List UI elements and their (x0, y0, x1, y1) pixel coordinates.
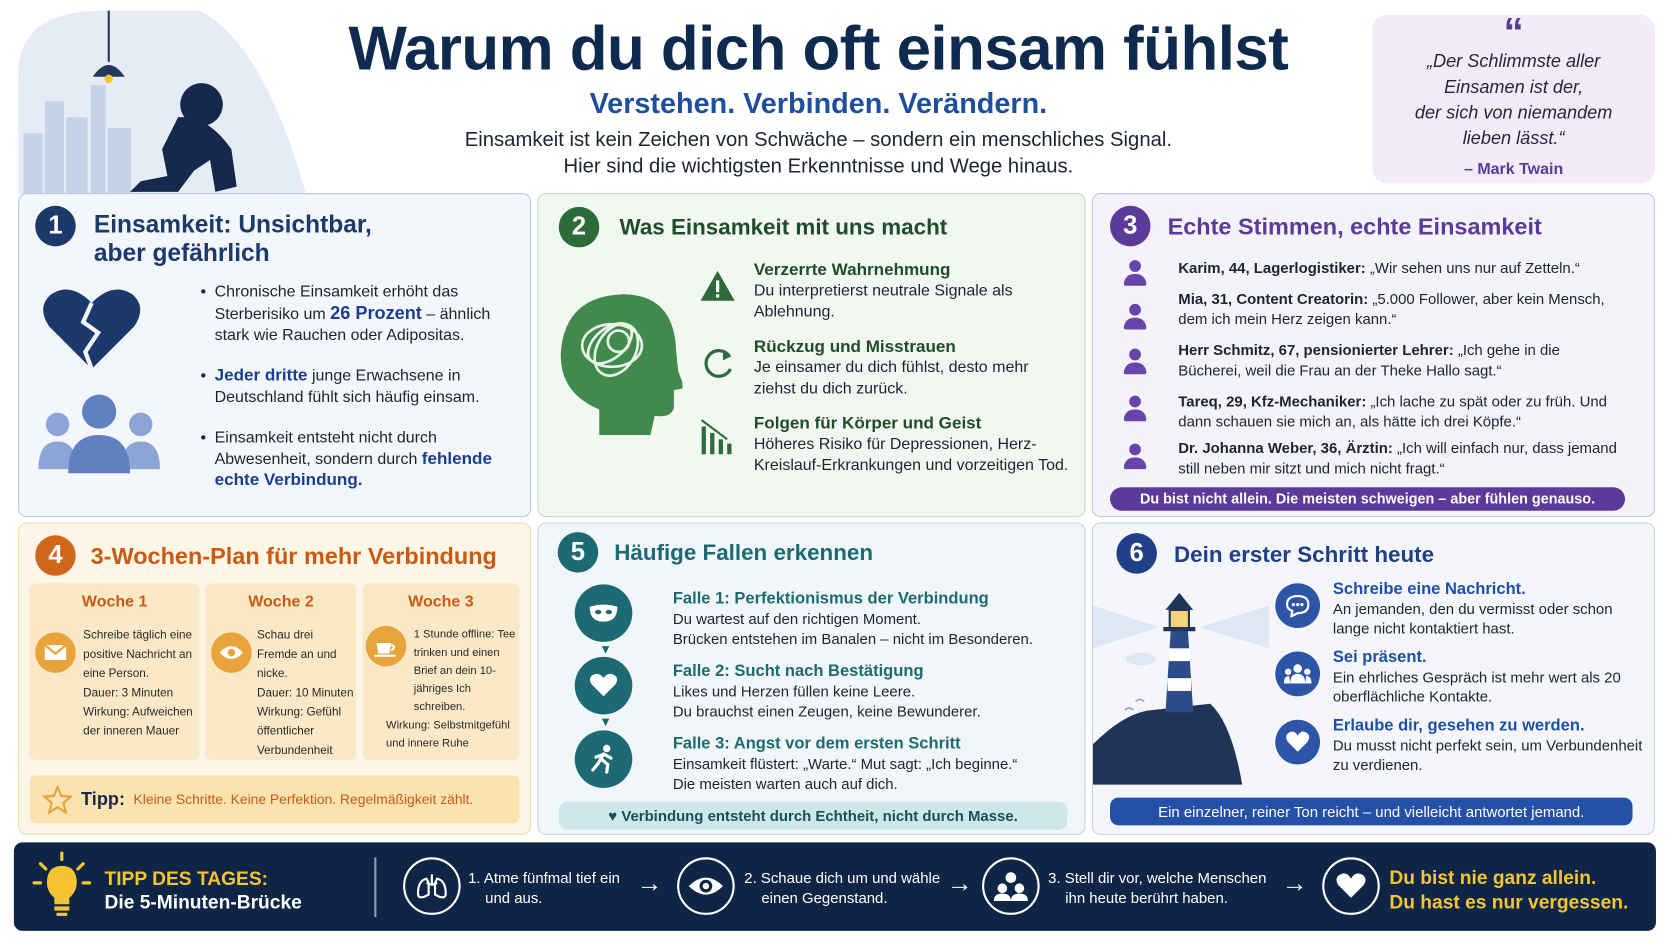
effect-item (754, 338, 1069, 415)
bullet-text: Chronische Einsamkeit erhöht das Sterberisiko um (214, 282, 459, 324)
bullet-text: junge Erwachsene in Deutschland fühlt sich häufig einsam. (214, 366, 480, 407)
quote-box (1372, 10, 1655, 183)
quote-line: lieben lässt.“ (1462, 127, 1565, 149)
lungs-icon (403, 857, 461, 915)
voice-name: Karim, 44, Lagerlogistiker: (1178, 259, 1366, 277)
envelope-icon (35, 632, 76, 673)
heart-icon: ♥ (608, 807, 622, 825)
step-item (1333, 717, 1648, 775)
week-card-1 (30, 583, 200, 760)
panel-title (94, 210, 372, 268)
intro-line: Hier sind die wichtigsten Erkenntnisse und Wege hinaus. (563, 155, 1074, 179)
community-icon (1275, 652, 1320, 697)
heart-icon (1275, 720, 1320, 765)
bullet-dot: • (200, 428, 207, 447)
bullet-dot: • (200, 366, 207, 385)
arrow-down-icon: ▼ (599, 714, 612, 730)
page-subtitle: Verstehen. Verbinden. Verändern. (589, 87, 1048, 120)
week-effect: Wirkung: Gefühl öffentlicher Verbundenheit (256, 705, 342, 758)
closing-line: Du bist nie ganz allein. (1389, 866, 1597, 889)
panel-title: 3-Wochen-Plan für mehr Verbindung (90, 542, 497, 570)
step-line: ihn heute berührt haben. (1065, 889, 1228, 907)
tip-closing (1389, 866, 1628, 915)
trap-line: Brücken entstehen im Banalen – nicht im Besonderen. (672, 630, 1033, 648)
tip-label: TIPP DES TAGES: (104, 867, 269, 890)
effect-title: Verzerrte Wahrnehmung (753, 261, 951, 280)
effect-item (754, 415, 1069, 477)
star-icon (43, 784, 73, 814)
person-icon (1123, 304, 1146, 332)
bullet-dot: • (200, 282, 207, 301)
intro-text (277, 127, 1359, 180)
week-duration: Dauer: 3 Minuten (83, 686, 174, 700)
step-item (1333, 580, 1648, 648)
chat-bubble-icon (1275, 583, 1320, 628)
page-title: Warum du dich oft einsam fühlst (348, 13, 1289, 84)
voice-quote: „Ich will einfach nur, dass jemand still neben mir sitzt und mich nicht fragt.“ (1178, 439, 1617, 477)
tip-step-3 (1048, 868, 1266, 909)
intro-line: Einsamkeit ist kein Zeichen von Schwäche – sondern ein menschliches Signal. (464, 129, 1172, 152)
tangled-head-icon (557, 290, 683, 437)
lonely-person-illustration (18, 11, 306, 194)
panel-number: 6 (1116, 533, 1157, 574)
quote-line: „Der Schlimmste aller (1426, 51, 1601, 72)
quote-author: – Mark Twain (1463, 159, 1564, 179)
trap-title: Falle 1: Perfektionismus der Verbindung (672, 589, 989, 608)
mask-icon (575, 584, 633, 642)
panel-number: 4 (35, 535, 76, 576)
person-icon (1123, 349, 1146, 377)
people-group-icon (38, 392, 160, 473)
effect-text: Je einsamer du dich fühlst, desto mehr ziehst du dich zurück. (753, 358, 1029, 398)
step-text: Ein ehrliches Gespräch ist mehr wert als 20 oberflächliche Kontakte. (1332, 668, 1621, 705)
banner-text: Verbindung entsteht durch Echtheit, nicht durch Masse. (621, 807, 1018, 825)
week-title: Woche 2 (248, 592, 314, 611)
divider (374, 857, 376, 917)
trap-item (673, 589, 1078, 662)
first-step-banner: Ein einzelner, reiner Ton reicht – und vielleicht antwortet jemand. (1110, 798, 1632, 826)
effect-text: Höheres Risiko für Depressionen, Herz-Kreislauf-Erkrankungen und vorzeitigen Tod. (753, 435, 1069, 475)
voice-name: Tareq, 29, Kfz-Mechaniker: (1178, 392, 1367, 410)
title-line: Einsamkeit: Unsichtbar, (93, 210, 372, 238)
voice-name: Mia, 31, Content Creatorin: (1178, 290, 1369, 308)
week-task: Schau drei Fremde an und nicke. (256, 629, 337, 681)
bullet-item (200, 428, 509, 492)
voice-name: Herr Schmitz, 67, pensionierter Lehrer: (1178, 341, 1454, 359)
people-icon (982, 857, 1040, 915)
voice-quote: „Wir sehen uns nur auf Zetteln.“ (1365, 259, 1580, 277)
trap-line: Du brauchst einen Zeugen, keine Bewunderer. (672, 702, 981, 720)
week-effect: Wirkung: Aufweichen der inneren Mauer (83, 705, 193, 738)
effect-text: Du interpretierst neutrale Signale als Ablehnung. (753, 281, 1013, 321)
voice-name: Dr. Johanna Weber, 36, Ärztin: (1178, 439, 1393, 457)
person-icon (1123, 260, 1146, 288)
refresh-icon (699, 345, 735, 381)
panel-number: 1 (35, 206, 76, 247)
heart-icon (1322, 857, 1380, 915)
voice-item (1178, 438, 1626, 479)
highlight: fehlende echte Verbindung. (214, 449, 492, 490)
arrow-right-icon: → (1281, 869, 1308, 898)
step-text: Du musst nicht perfekt sein, um Verbundenheit zu verdienen. (1332, 736, 1643, 774)
voices-list (1178, 258, 1626, 479)
running-person-icon (575, 730, 633, 788)
bullet-text: – ähnlich stark wie Rauchen oder Adipositas. (214, 304, 491, 345)
week-effect: Wirkung: Selbstmitgefühl und innere Ruhe (386, 718, 510, 750)
quote-text (1372, 49, 1655, 151)
effect-title: Rückzug und Misstrauen (753, 338, 956, 357)
person-icon (1123, 396, 1146, 424)
quote-line: der sich von niemandem (1414, 102, 1613, 123)
week-title: Woche 1 (81, 592, 148, 611)
trap-line: Einsamkeit flüstert: „Warte.“ Mut sagt: „Ich beginne.“ (672, 754, 1018, 773)
highlight: Jeder dritte (214, 366, 308, 385)
tip-title: Die 5-Minuten-Brücke (104, 891, 302, 913)
step-title: Schreibe eine Nachricht. (1332, 580, 1526, 599)
week-text (83, 626, 198, 741)
trap-item (673, 734, 1078, 795)
trap-line: Du wartest auf den richtigen Moment. (672, 609, 921, 627)
week-task: 1 Stunde offline: Tee trinken und einen Brief an dein 10-jähriges Ich schreiben. (413, 628, 516, 714)
step-text: An jemanden, den du vermisst oder schon lange nicht kontaktiert hast. (1332, 600, 1613, 637)
voices-banner: Du bist nicht allein. Die meisten schweigen – aber fühlen genauso. (1110, 487, 1625, 510)
tip-text: Kleine Schritte. Keine Perfektion. Regelmäßigkeit zählt. (133, 791, 474, 808)
effect-item (754, 261, 1069, 338)
bullet-text: Einsamkeit entsteht nicht durch Abwesenheit, sondern durch (214, 428, 437, 469)
step-title: Erlaube dir, gesehen zu werden. (1332, 716, 1585, 735)
traps-banner (559, 802, 1068, 830)
week-card-2 (206, 583, 356, 760)
effects-list (754, 261, 1069, 476)
eye-icon (677, 857, 735, 915)
eye-icon (211, 632, 252, 673)
tip-step-1 (468, 868, 620, 909)
panel-number: 2 (559, 207, 600, 248)
arrow-right-icon: → (636, 869, 663, 898)
panel-number: 5 (558, 532, 599, 573)
step-line: 2. Schaue dich um und wähle (744, 869, 941, 887)
week-text (257, 626, 355, 760)
week-task: Schreibe täglich eine positive Nachricht an eine Person. (83, 629, 193, 681)
trap-line: Die meisten warten auch auf dich. (672, 775, 898, 793)
step-line: 1. Atme fünfmal tief ein (468, 869, 620, 887)
plan-tip (30, 775, 519, 823)
step-title: Sei präsent. (1332, 648, 1427, 667)
panel-title: Was Einsamkeit mit uns macht (619, 215, 948, 240)
trap-title: Falle 3: Angst vor dem ersten Schritt (672, 734, 961, 753)
first-steps-list (1333, 580, 1648, 774)
person-icon (1123, 444, 1146, 472)
trap-item (673, 661, 1078, 734)
lightbulb-icon (32, 851, 92, 919)
effect-title: Folgen für Körper und Geist (753, 414, 982, 433)
voice-item (1178, 391, 1626, 432)
voice-quote: „5.000 Follower, aber kein Mensch, dem ich mein Herz zeigen kann.“ (1178, 290, 1605, 328)
voice-quote: „Ich lache zu spät oder zu früh. Und dann schauen sie mich an, als hätte ich drei Köpfe.“ (1178, 392, 1607, 430)
bullet-item (200, 282, 509, 347)
lighthouse-illustration (1093, 584, 1272, 784)
voice-quote: „Ich gehe in die Bücherei, weil die Frau an der Theke Hallo sagt.“ (1178, 341, 1560, 379)
traps-list (673, 589, 1078, 795)
week-duration: Dauer: 10 Minuten (256, 686, 354, 700)
risk-bullets (200, 282, 509, 492)
panel-title: Dein erster Schritt heute (1173, 542, 1435, 568)
trap-title: Falle 2: Sucht nach Bestätigung (672, 662, 924, 681)
panel-title: Echte Stimmen, echte Einsamkeit (1167, 213, 1542, 240)
quote-mark-icon: “ (1503, 10, 1524, 56)
voice-item (1178, 258, 1626, 278)
heart-icon (575, 657, 633, 715)
step-line: 3. Stell dir vor, welche Menschen (1048, 869, 1267, 887)
step-line: und aus. (485, 889, 543, 907)
week-text (386, 626, 518, 753)
tip-step-2 (744, 868, 940, 909)
arrow-down-icon: ▼ (599, 641, 612, 657)
panel-number: 3 (1110, 206, 1151, 247)
tip-label: Tipp: (81, 788, 126, 809)
week-title: Woche 3 (408, 592, 474, 611)
voice-item (1178, 340, 1626, 381)
warning-icon (698, 269, 736, 303)
chart-icon (699, 418, 735, 456)
week-card-3 (363, 583, 520, 760)
step-line: einen Gegenstand. (761, 889, 888, 907)
title-line: aber gefährlich (93, 238, 270, 267)
trap-line: Likes und Herzen füllen keine Leere. (672, 682, 916, 700)
broken-heart-icon (43, 286, 141, 371)
quote-line: Einsamen ist der, (1444, 76, 1584, 98)
panel-title: Häufige Fallen erkennen (614, 540, 874, 566)
bullet-item (200, 366, 509, 409)
highlight: 26 Prozent (330, 302, 422, 324)
arrow-right-icon: → (946, 869, 973, 898)
closing-line: Du hast es nur vergessen. (1389, 891, 1629, 913)
voice-item (1178, 289, 1626, 330)
step-item (1333, 648, 1648, 716)
tip-heading (104, 867, 301, 914)
